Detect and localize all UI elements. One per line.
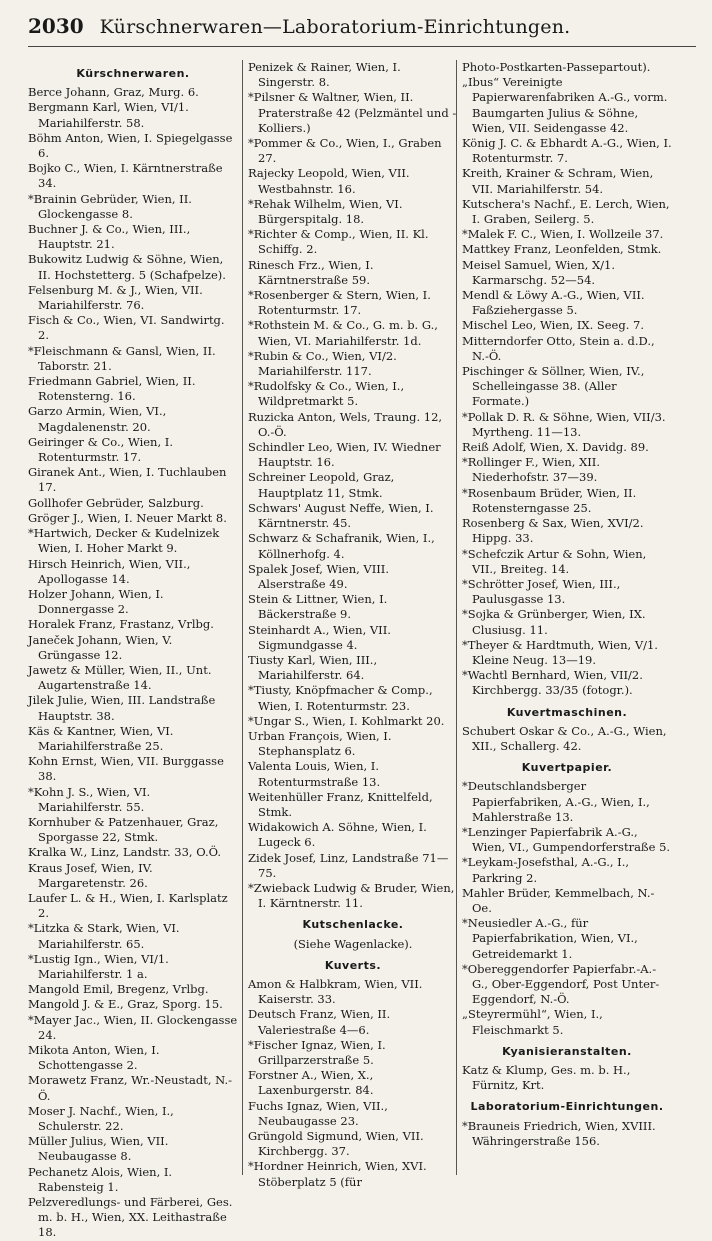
list-item: *Mayer Jac., Wien, II. Glockengasse 24. <box>28 1012 238 1042</box>
list-item: *Brauneis Friedrich, Wien, XVIII. Währingerstraße 156. <box>462 1118 656 1148</box>
list-item: *Brainin Gebrüder, Wien, II. Glockengasse 8. <box>28 191 192 221</box>
list-item: König J. C. & Ebhardt A.-G., Wien, I. Rotenturmstr. 7. <box>462 136 672 166</box>
section-heading-kuvertmaschinen: Kuvertmaschinen. <box>506 705 628 719</box>
list-item: *Obereggendorfer Papierfabr.-A.-G., Ober-Eggendorf, Post Unter-Eggendorf, N.-Ö. <box>462 961 660 1007</box>
list-item: *Schrötter Josef, Wien, III., Paulusgasse 13. <box>462 576 621 607</box>
list-item: Grüngold Sigmund, Wien, VII. Kirchbergg. 37. <box>248 1129 424 1159</box>
section-heading-kuerschnerwaren: Kürschnerwaren. <box>76 67 190 80</box>
list-item: Schubert Oskar & Co., A.-G., Wien, XII., Schallerg. 42. <box>462 723 667 753</box>
list-item: *Sojka & Grünberger, Wien, IX. Clusiusg. 11. <box>462 607 646 637</box>
list-item: Steinhardt A., Wien, VII. Sigmundgasse 4. <box>248 622 391 652</box>
list-item: Käs & Kantner, Wien, VI. Mariahilferstraße 25. <box>28 723 174 753</box>
list-item: *Pollak D. R. & Söhne, Wien, VII/3. Myrtheng. 11—13. <box>462 409 666 439</box>
list-item: *Tiusty, Knöpfmacher & Comp., Wien, I. Rotenturmstr. 23. <box>248 683 433 713</box>
list-item: Schwars' August Neffe, Wien, I. Kärntnerstr. 45. <box>248 500 434 531</box>
list-item: Schwarz & Schafranik, Wien, I., Köllnerhofg. 4. <box>248 531 435 561</box>
page-number: 2030 <box>28 14 84 38</box>
list-item: *Ungar S., Wien, I. Kohlmarkt 20. <box>248 713 445 728</box>
column-3 <box>462 60 672 1180</box>
list-item: Buchner J. & Co., Wien, III., Hauptstr. 21. <box>28 222 191 252</box>
list-item: Photo-Postkarten-Passepartout). <box>462 60 651 74</box>
entries-col3-a <box>462 60 672 699</box>
list-item: Mischel Leo, Wien, IX. Seeg. 7. <box>462 318 645 333</box>
list-item: *Rothstein M. & Co., G. m. b. G., Wien, VI. Mariahilferstr. 1d. <box>248 318 438 348</box>
list-item: Kutschera's Nachf., E. Lerch, Wien, I. Graben, Seilerg. 5. <box>462 196 670 227</box>
section-heading-laboratorium: Laboratorium-Einrichtungen. <box>470 1100 664 1114</box>
list-item: Moser J. Nachf., Wien, I., Schulerstr. 22. <box>28 1103 174 1134</box>
list-item: Hirsch Heinrich, Wien, VII., Apollogasse 14. <box>28 556 191 586</box>
list-item: Kornhuber & Patzenhauer, Graz, Sporgasse 22, Stmk. <box>28 814 219 845</box>
section-note-kutschenlacke: (Siehe Wagenlacke). <box>293 936 413 951</box>
list-item: Laufer L. & H., Wien, I. Karlsplatz 2. <box>28 890 228 921</box>
entries-col3-d <box>462 1063 672 1093</box>
list-item: Holzer Johann, Wien, I. Donnergasse 2. <box>28 586 164 617</box>
list-item: Giranek Ant., Wien, I. Tuchlauben 17. <box>28 465 227 495</box>
list-item: Gollhofer Gebrüder, Salzburg. <box>28 495 204 510</box>
list-item: *Deutschlandsberger Papierfabriken, A.-G., Wien, I., Mahlerstraße 13. <box>462 779 650 824</box>
entries-col2-c <box>248 977 458 1190</box>
list-item: Deutsch Franz, Wien, II. Valeriestraße 4—6. <box>248 1007 391 1037</box>
list-item: Fisch & Co., Wien, VI. Sandwirtg. 2. <box>28 313 225 343</box>
list-item: Geiringer & Co., Wien, I. Rotenturmstr. 17. <box>28 434 173 465</box>
list-item: Forstner A., Wien, X., Laxenburgerstr. 84. <box>248 1068 374 1098</box>
list-item: *Litzka & Stark, Wien, VI. Mariahilferstr. 65. <box>28 921 180 951</box>
list-item: *Richter & Comp., Wien, II. Kl. Schiffg. 2. <box>248 227 429 257</box>
list-item: *Kohn J. S., Wien, VI. Mariahilferstr. 55. <box>28 784 151 814</box>
list-item: Janeček Johann, Wien, V. Grüngasse 12. <box>28 632 173 662</box>
list-item: Spalek Josef, Wien, VIII. Alserstraße 49. <box>248 561 390 591</box>
list-item: *Leykam-Josefsthal, A.-G., I., Parkring 2. <box>462 855 630 885</box>
list-item: Rajecky Leopold, Wien, VII. Westbahnstr. 16. <box>248 166 410 196</box>
list-item: Kohn Ernst, Wien, VII. Burggasse 38. <box>28 754 224 784</box>
list-item: Widakowich A. Söhne, Wien, I. Lugeck 6. <box>248 820 427 850</box>
list-item: Amon & Halbkram, Wien, VII. Kaiserstr. 33. <box>248 976 423 1007</box>
list-item: Stein & Littner, Wien, I. Bäckerstraße 9. <box>248 592 388 622</box>
list-item: *Neusiedler A.-G., für Papierfabrikation, Wien, VI., Getreidemarkt 1. <box>462 916 638 961</box>
list-item: Mattkey Franz, Leonfelden, Stmk. <box>462 242 662 257</box>
list-item: *Rollinger F., Wien, XII. Niederhofstr. 37—39. <box>462 455 600 485</box>
page-title: Kürschnerwaren—Laboratorium-Einrichtungen. <box>99 16 571 38</box>
column-1 <box>28 60 238 1240</box>
section-heading-kuvertpapier: Kuvertpapier. <box>521 761 613 775</box>
list-item: Jilek Julie, Wien, III. Landstraße Hauptstr. 38. <box>28 693 216 723</box>
list-item: Meisel Samuel, Wien, X/1. Karmarschg. 52—54. <box>462 257 615 287</box>
list-item: Morawetz Franz, Wr.-Neustadt, N.-Ö. <box>28 1073 233 1103</box>
list-item: Mangold J. & E., Graz, Sporg. 15. <box>28 997 223 1012</box>
list-item: Pelzveredlungs- und Färberei, Ges. m. b. H., Wien, XX. Leithastraße 18. <box>28 1195 233 1240</box>
list-item: *Pommer & Co., Wien, I., Graben 27. <box>248 136 442 166</box>
list-item: Bojko C., Wien, I. Kärntnerstraße 34. <box>28 161 223 191</box>
list-item: Horalek Franz, Frastanz, Vrlbg. <box>28 617 214 632</box>
list-item: Schreiner Leopold, Graz, Hauptplatz 11, Stmk. <box>248 470 395 500</box>
list-item: Jawetz & Müller, Wien, II., Unt. Augartenstraße 14. <box>28 662 212 693</box>
entries-col1 <box>28 85 238 1240</box>
list-item: *Zwieback Ludwig & Bruder, Wien, I. Kärntnerstr. 11. <box>248 880 455 911</box>
list-item: Tiusty Karl, Wien, III., Mariahilferstr. 64. <box>248 652 378 683</box>
list-item: Müller Julius, Wien, VII. Neubaugasse 8. <box>28 1134 169 1164</box>
column-2 <box>248 60 458 1189</box>
list-item: *Fleischmann & Gansl, Wien, II. Taborstr. 21. <box>28 343 216 373</box>
list-item: „Ibus“ Vereinigte Papierwarenfabriken A.-G., vorm. Baumgarten Julius & Söhne, Wien, VII. Seidengasse 42. <box>462 75 668 135</box>
list-item: *Hordner Heinrich, Wien, XVI. Stöberplatz 5 (für <box>248 1159 427 1189</box>
entries-col2-a <box>248 60 458 911</box>
list-item: „Steyrermühl“, Wien, I., Fleischmarkt 5. <box>462 1007 603 1037</box>
list-item: *Pilsner & Waltner, Wien, II. Praterstraße 42 (Pelzmäntel und -Kolliers.) <box>248 90 457 135</box>
list-item: Rosenberg & Sax, Wien, XVI/2. Hippg. 33. <box>462 516 644 546</box>
list-item: *Wachtl Bernhard, Wien, VII/2. Kirchbergg. 33/35 (fotogr.). <box>462 668 643 698</box>
list-item: Bukowitz Ludwig & Söhne, Wien, II. Hochstetterg. 5 (Schafpelze). <box>28 252 226 282</box>
entries-col3-b <box>462 724 672 754</box>
list-item: *Hartwich, Decker & Kudelnizek Wien, I. Hoher Markt 9. <box>28 526 220 556</box>
list-item: Fuchs Ignaz, Wien, VII., Neubaugasse 23. <box>248 1098 388 1128</box>
list-item: *Fischer Ignaz, Wien, I. Grillparzerstraße 5. <box>248 1037 386 1067</box>
list-item: Schindler Leo, Wien, IV. Wiedner Hauptstr. 16. <box>248 440 441 470</box>
list-item: Kraus Josef, Wien, IV. Margaretenstr. 26. <box>28 860 153 890</box>
list-item: Zidek Josef, Linz, Landstraße 71—75. <box>248 850 449 880</box>
list-item: Ruzicka Anton, Wels, Traung. 12, O.-Ö. <box>248 409 443 439</box>
list-item: Pischinger & Söllner, Wien, IV., Schelleingasse 38. (Aller Formate.) <box>462 364 645 409</box>
list-item: Kreith, Krainer & Schram, Wien, VII. Mariahilferstr. 54. <box>462 166 654 196</box>
entries-col3-c <box>462 779 672 1037</box>
list-item: Reiß Adolf, Wien, X. Davidg. 89. <box>462 440 649 455</box>
list-item: *Rudolfsky & Co., Wien, I., Wildpretmarkt 5. <box>248 379 405 409</box>
section-heading-kuverts: Kuverts. <box>324 958 382 972</box>
list-item: Mikota Anton, Wien, I. Schottengasse 2. <box>28 1043 160 1073</box>
list-item: *Rubin & Co., Wien, VI/2. Mariahilferstr. 117. <box>248 348 397 379</box>
list-item: *Schefczik Artur & Sohn, Wien, VII., Breiteg. 14. <box>462 546 647 576</box>
list-item: *Malek F. C., Wien, I. Wollzeile 37. <box>462 227 664 242</box>
section-heading-kyanisieranstalten: Kyanisieranstalten. <box>502 1044 632 1058</box>
list-item: Penizek & Rainer, Wien, I. Singerstr. 8. <box>248 60 401 90</box>
section-heading-kutschenlacke: Kutschenlacke. <box>302 918 404 932</box>
list-item: *Rosenberger & Stern, Wien, I. Rotenturmstr. 17. <box>248 288 431 318</box>
list-item: Pechanetz Alois, Wien, I. Rabensteig 1. <box>28 1164 173 1194</box>
list-item: Kralka W., Linz, Landstr. 33, O.Ö. <box>28 845 222 860</box>
list-item: Berce Johann, Graz, Murg. 6. <box>28 85 199 100</box>
list-item: Mahler Brüder, Kemmelbach, N.-Oe. <box>462 885 655 915</box>
list-item: Mitterndorfer Otto, Stein a. d.D., N.-Ö. <box>462 333 655 363</box>
list-item: *Rehak Wilhelm, Wien, VI. Bürgerspitalg. 18. <box>248 196 403 227</box>
list-item: Mangold Emil, Bregenz, Vrlbg. <box>28 982 209 997</box>
page-header <box>28 14 688 48</box>
list-item: Valenta Louis, Wien, I. Rotenturmstraße 13. <box>248 759 381 789</box>
list-item: Katz & Klump, Ges. m. b. H., Fürnitz, Krt. <box>462 1063 631 1093</box>
list-item: Mendl & Löwy A.-G., Wien, VII. Faßziehergasse 5. <box>462 288 645 318</box>
list-item: Friedmann Gabriel, Wien, II. Rotensterng. 16. <box>28 374 196 404</box>
entries-col3-e <box>462 1119 672 1149</box>
list-item: Felsenburg M. & J., Wien, VII. Mariahilferstr. 76. <box>28 282 203 313</box>
list-item: *Lustig Ign., Wien, VI/1. Mariahilferstr. 1 a. <box>28 951 169 981</box>
list-item: *Lenzinger Papierfabrik A.-G., Wien, VI., Gumpendorferstraße 5. <box>462 824 671 855</box>
list-item: Gröger J., Wien, I. Neuer Markt 8. <box>28 510 227 525</box>
list-item: Garzo Armin, Wien, VI., Magdalenenstr. 20. <box>28 404 167 434</box>
column-divider-1 <box>242 60 243 1175</box>
list-item: *Theyer & Hardtmuth, Wien, V/1. Kleine Neug. 13—19. <box>462 637 658 667</box>
list-item: Urban François, Wien, I. Stephansplatz 6. <box>248 728 392 759</box>
header-rule <box>28 46 696 47</box>
list-item: Bergmann Karl, Wien, VI/1. Mariahilferstr. 58. <box>28 100 189 130</box>
list-item: *Rosenbaum Brüder, Wien, II. Rotensterngasse 25. <box>462 485 637 515</box>
list-item: Rinesch Frz., Wien, I. Kärntnerstraße 59. <box>248 257 374 287</box>
list-item: Böhm Anton, Wien, I. Spiegelgasse 6. <box>28 130 233 161</box>
list-item: Weitenhüller Franz, Knittelfeld, Stmk. <box>248 789 433 819</box>
